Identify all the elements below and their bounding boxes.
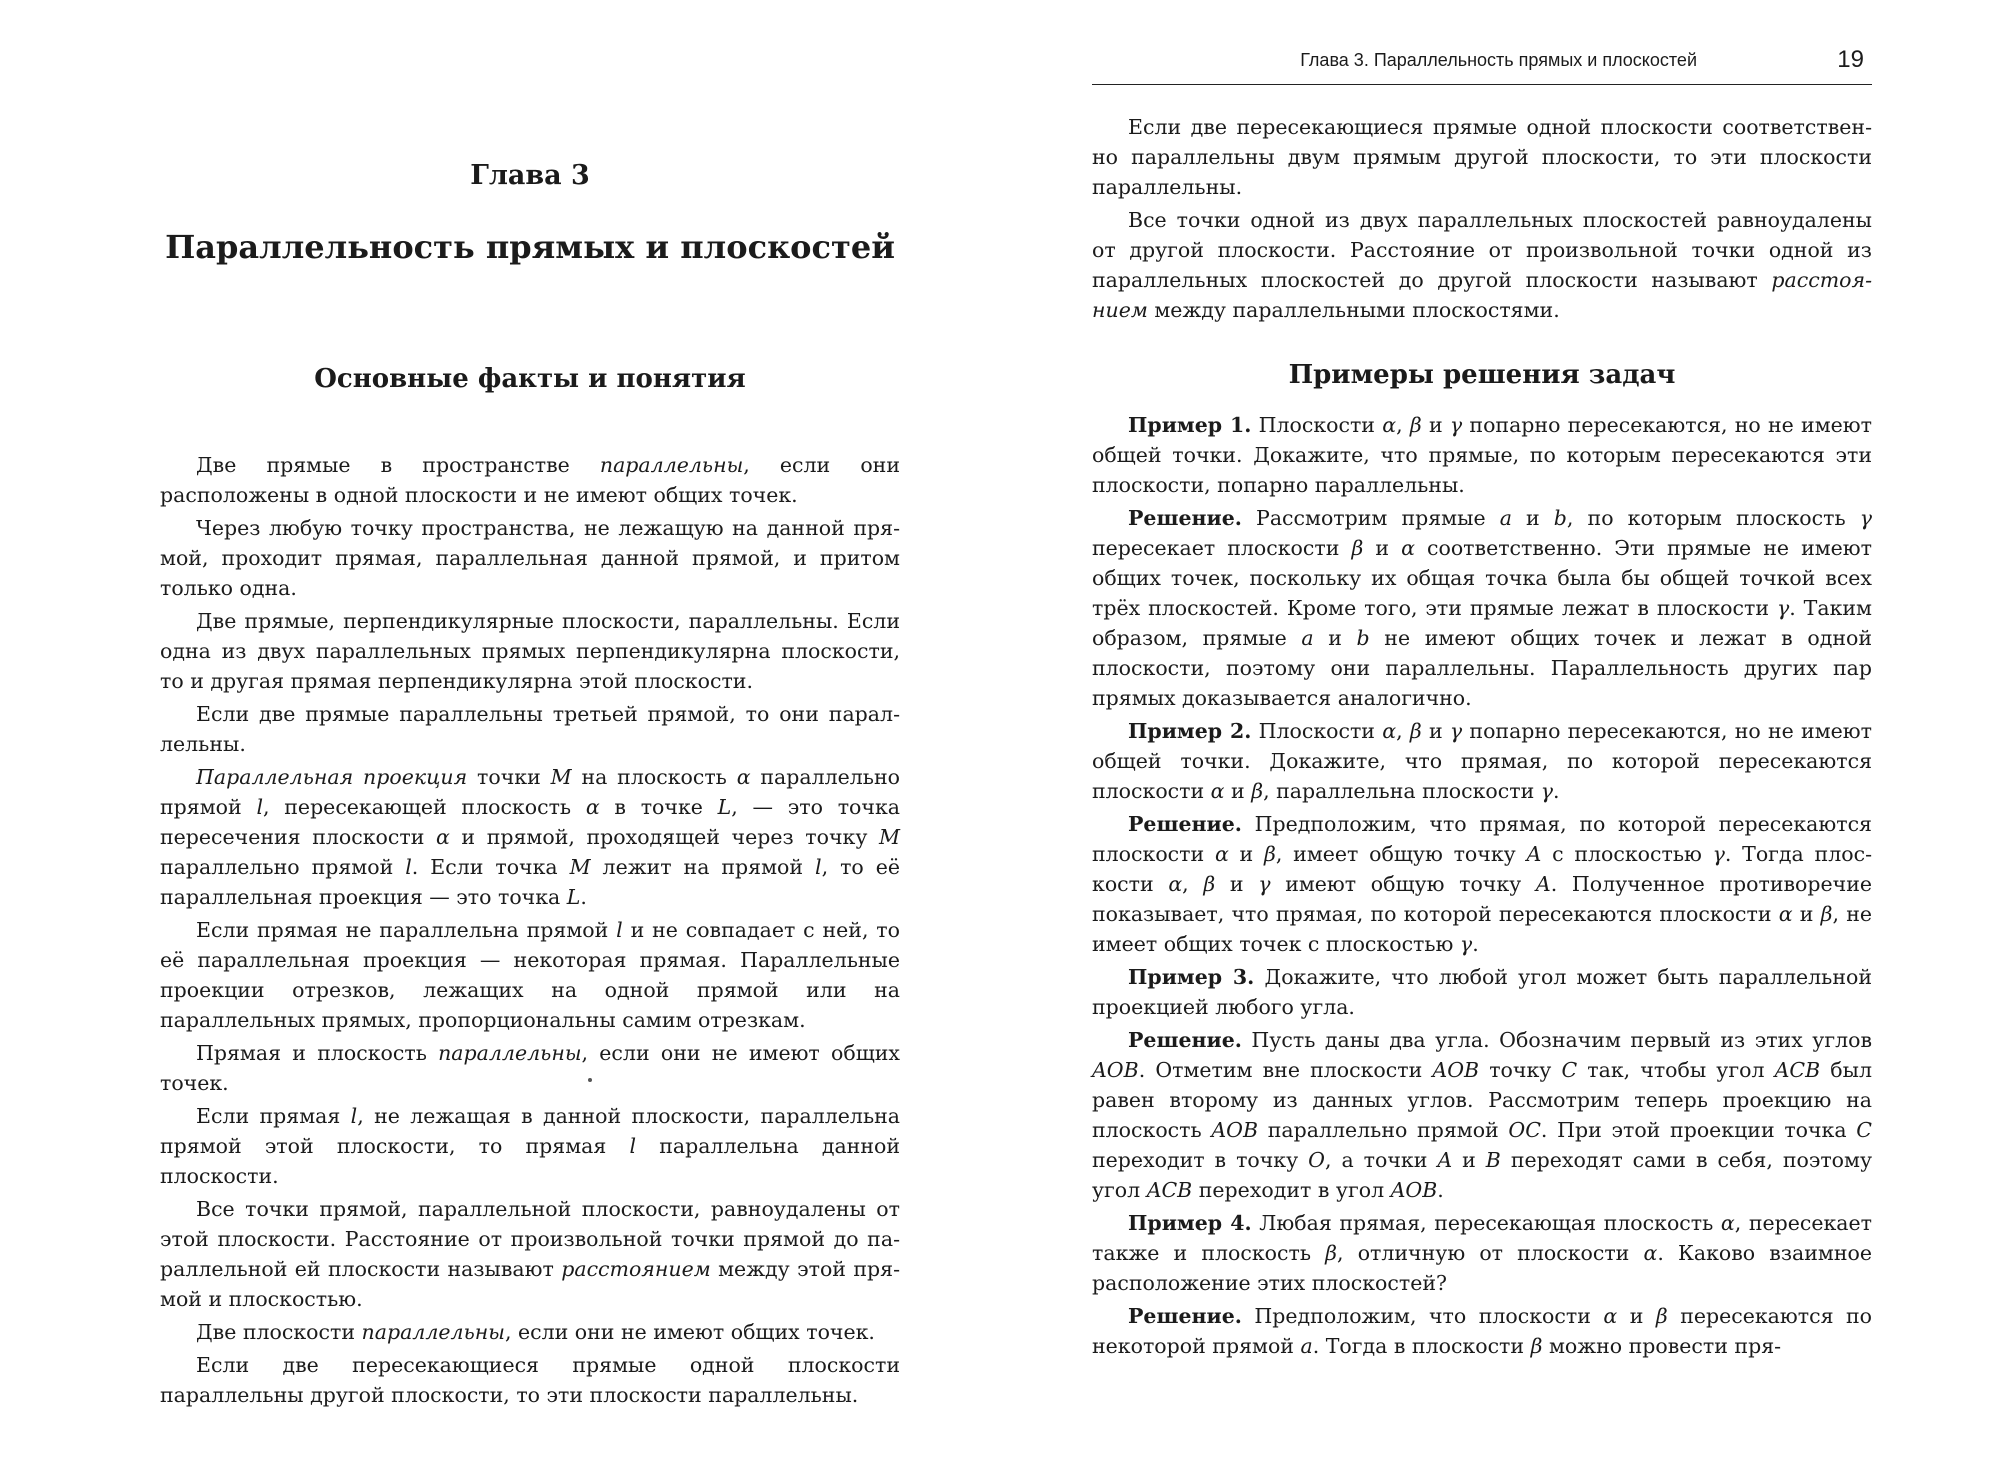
paragraph xyxy=(1092,410,1872,500)
paragraph xyxy=(1092,205,1872,325)
text-run: , не лежащая в данной плоскости, параллельна прямой этой плоскости, то прямая xyxy=(160,1104,901,1158)
italic-run: β xyxy=(1655,1304,1668,1328)
text-run: . При этой проекции точка xyxy=(1540,1118,1857,1142)
text-run: . Отметим вне плоскости xyxy=(1138,1058,1433,1082)
italic-run: γ xyxy=(1859,506,1872,530)
italic-run: γ xyxy=(1459,932,1473,956)
italic-run: l xyxy=(629,1134,637,1158)
text-run: и xyxy=(1313,626,1357,650)
italic-run: α xyxy=(435,825,450,849)
text-run: , пересекает также и плоскость xyxy=(1092,1211,1872,1265)
italic-run: γ xyxy=(1258,872,1271,896)
italic-run: γ xyxy=(1776,596,1790,620)
text-run: пересекаются по некоторой прямой xyxy=(1092,1304,1872,1358)
italic-run: C xyxy=(1561,1058,1578,1082)
text-run: , если они не имеют общих точек. xyxy=(504,1320,875,1344)
text-run: можно провести пря- xyxy=(1542,1334,1782,1358)
text-run: , то её параллельная проекция — это точка xyxy=(160,855,901,909)
text-run: Две плоскости xyxy=(196,1320,362,1344)
bold-run: Пример 2. xyxy=(1128,719,1252,743)
text-run: Докажите, что любой угол может быть параллельной проекцией любого угла. xyxy=(1092,965,1873,1019)
text-run: не имеют общих точек и лежат в одной плоскости, поэтому они параллельны. Параллельность других пар прямых доказывается аналогично. xyxy=(1092,626,1872,710)
text-run: и xyxy=(1421,413,1450,437)
paragraph xyxy=(160,513,900,603)
text-run: , по которым плоскость xyxy=(1566,506,1860,530)
bold-run: Решение. xyxy=(1128,506,1242,530)
italic-run: O xyxy=(1308,1148,1325,1172)
text-run: Прямая и плоскость xyxy=(196,1041,439,1065)
text-run: с плоскостью xyxy=(1541,842,1713,866)
italic-run: α xyxy=(1778,902,1793,926)
examples-text xyxy=(1092,410,1872,1364)
print-speck xyxy=(588,1078,592,1082)
text-run: Через любую точку пространства, не лежащую на данной прямой, проходит прямая, параллельная данной прямой, и притом только одна. xyxy=(160,516,900,600)
italic-run: β xyxy=(1251,779,1264,803)
text-run: в точке xyxy=(599,795,718,819)
italic-run: γ xyxy=(1540,779,1554,803)
text-run: . Каково взаимное расположение этих плоскостей? xyxy=(1092,1241,1872,1295)
italic-run: a xyxy=(1301,626,1314,650)
paragraph xyxy=(1092,1025,1872,1205)
italic-run: AOB xyxy=(1390,1178,1438,1202)
text-run: , xyxy=(1182,872,1204,896)
page-number: 19 xyxy=(1837,46,1864,73)
italic-run: α xyxy=(1214,842,1229,866)
text-run: точку xyxy=(1479,1058,1562,1082)
italic-run: Параллельная проекция xyxy=(196,765,468,789)
text-run: и xyxy=(1363,536,1402,560)
text-run: параллельно прямой xyxy=(1258,1118,1509,1142)
text-run: , если они не имеют общих точек. xyxy=(160,1041,900,1095)
text-run: Любая прямая, пересекающая плоскость xyxy=(1251,1211,1721,1235)
text-run: Рассмотрим прямые xyxy=(1241,506,1500,530)
paragraph xyxy=(160,1101,900,1191)
section-title-examples: Примеры решения задач xyxy=(1288,360,1676,390)
text-run: . Тогда в плоскости xyxy=(1312,1334,1531,1358)
chapter-label: Глава 3 xyxy=(470,160,590,191)
italic-run: β xyxy=(1264,842,1276,866)
paragraph xyxy=(1092,1208,1872,1298)
text-run: , — это точка пересечения плоскости xyxy=(160,795,900,849)
paragraph xyxy=(1092,112,1872,202)
text-run: Если две пересекающиеся прямые одной плоскости параллельны другой плоскости, то эти плоскости параллельны. xyxy=(160,1353,900,1407)
text-run: пересекает плоскости xyxy=(1092,536,1352,560)
italic-run: l xyxy=(256,795,263,819)
text-run: и xyxy=(1452,1148,1486,1172)
italic-run: α xyxy=(1603,1304,1618,1328)
italic-run: β xyxy=(1351,536,1364,560)
section-title-facts: Основные факты и понятия xyxy=(314,364,746,394)
italic-run: AOB xyxy=(1432,1058,1480,1082)
text-run: соответственно. Эти прямые не имеют общих точек, поскольку их общая точка была бы общей точкой всех трёх плоскостей. Кроме того, эти прямые лежат в плоскости xyxy=(1092,536,1872,620)
italic-run: l xyxy=(815,855,822,879)
italic-run: α xyxy=(1168,872,1183,896)
italic-run: a xyxy=(1300,1334,1313,1358)
italic-run: α xyxy=(1643,1241,1658,1265)
text-run: параллельно прямой xyxy=(160,765,900,819)
text-run: и xyxy=(1792,902,1821,926)
text-run: Предположим, что прямая, по которой пересекаются плоскости xyxy=(1092,812,1872,866)
italic-run: α xyxy=(1401,536,1415,560)
text-run: Две прямые, перпендикулярные плоскости, параллельны. Если одна из двух параллельных прямых перпендикулярна плоскости, то и другая прямая перпендикулярна этой плоскости. xyxy=(160,609,900,693)
text-run: между этой прямой и плоскостью. xyxy=(160,1257,900,1311)
text-run: переходит в угол xyxy=(1192,1178,1391,1202)
bold-run: Решение. xyxy=(1128,1028,1242,1052)
italic-run: α xyxy=(585,795,600,819)
text-run: . Полученное противоречие показывает, что прямая, по которой пересекаются плоскости xyxy=(1092,872,1872,926)
text-run: . xyxy=(1553,779,1560,803)
italic-run: β xyxy=(1325,1241,1338,1265)
text-run: Если прямая не параллельна прямой xyxy=(196,918,617,942)
italic-run: B xyxy=(1485,1148,1501,1172)
text-run: . xyxy=(1472,932,1479,956)
text-run: . Таким образом, прямые xyxy=(1092,596,1872,650)
italic-run: ACB xyxy=(1774,1058,1821,1082)
italic-run: β xyxy=(1530,1334,1543,1358)
paragraph xyxy=(160,699,900,759)
italic-run: M xyxy=(550,765,572,789)
facts-text xyxy=(160,450,900,1413)
bold-run: Решение. xyxy=(1128,812,1242,836)
text-run: , если они расположены в одной плоскости и не имеют общих точек. xyxy=(160,453,900,507)
italic-run: γ xyxy=(1712,842,1725,866)
italic-run: a xyxy=(1499,506,1512,530)
italic-run: A xyxy=(1526,842,1542,866)
italic-run: расстоянием xyxy=(561,1257,711,1281)
text-run: Две прямые в пространстве xyxy=(196,453,600,477)
italic-run: L xyxy=(566,885,581,909)
italic-run: α xyxy=(736,765,751,789)
italic-run: γ xyxy=(1449,719,1463,743)
text-run: , имеет общую точку xyxy=(1275,842,1527,866)
text-run: попарно пересекаются, но не имеют общей точки. Докажите, что прямая, по которой пересекаются плоскости xyxy=(1092,719,1872,803)
text-run: , пересекающей плоскость xyxy=(263,795,586,819)
italic-run: AOB xyxy=(1092,1058,1139,1082)
paragraph xyxy=(160,450,900,510)
text-run: , не имеет общих точек с плоскостью xyxy=(1092,902,1872,956)
italic-run: параллельны xyxy=(438,1041,582,1065)
paragraph xyxy=(160,1194,900,1314)
italic-run: β xyxy=(1409,413,1422,437)
paragraph xyxy=(160,1038,900,1098)
text-run: , отличную от плоскости xyxy=(1337,1241,1644,1265)
paragraph xyxy=(1092,716,1872,806)
italic-run: α xyxy=(1382,719,1397,743)
italic-run: C xyxy=(1856,1118,1872,1142)
text-run: и xyxy=(1215,872,1259,896)
italic-run: γ xyxy=(1449,413,1463,437)
text-run: попарно пересекаются, но не имеют общей точки. Докажите, что прямые, по которым пересекаются эти плоскости, попарно параллельны. xyxy=(1092,413,1872,497)
italic-run: L xyxy=(717,795,732,819)
italic-run: b xyxy=(1553,506,1567,530)
text-run: Плоскости xyxy=(1251,719,1383,743)
text-run: так, чтобы угол xyxy=(1577,1058,1775,1082)
text-run: параллельно прямой xyxy=(160,855,406,879)
text-run: переходит в точку xyxy=(1092,1148,1309,1172)
text-run: Пусть даны два угла. Обозначим первый из этих углов xyxy=(1241,1028,1872,1052)
text-run: и xyxy=(1421,719,1450,743)
italic-run: α xyxy=(1210,779,1225,803)
italic-run: M xyxy=(879,825,900,849)
italic-run: параллельны xyxy=(599,453,744,477)
text-run: , xyxy=(1396,413,1410,437)
paragraph xyxy=(1092,1301,1872,1361)
text-run: . xyxy=(1437,1178,1444,1202)
italic-run: β xyxy=(1203,872,1216,896)
text-run: точки xyxy=(467,765,551,789)
text-run: Если две прямые параллельны третьей прямой, то они параллельны. xyxy=(160,702,900,756)
text-run: Предположим, что плоскости xyxy=(1241,1304,1604,1328)
italic-run: A xyxy=(1535,872,1551,896)
text-run: . Тогда плоскости xyxy=(1092,842,1872,896)
paragraph xyxy=(160,1317,900,1347)
paragraph xyxy=(160,762,900,912)
text-run: и xyxy=(1228,842,1265,866)
text-run: Плоскости xyxy=(1251,413,1383,437)
text-run: , xyxy=(1396,719,1410,743)
paragraph xyxy=(160,606,900,696)
italic-run: l xyxy=(350,1104,358,1128)
running-title: Глава 3. Параллельность прямых и плоскостей xyxy=(1300,50,1697,70)
chapter-title: Параллельность прямых и плоскостей xyxy=(165,228,895,266)
italic-run: β xyxy=(1409,719,1422,743)
italic-run: AOB xyxy=(1211,1118,1259,1142)
italic-run: α xyxy=(1720,1211,1735,1235)
text-run: параллельна данной плоскости. xyxy=(160,1134,901,1188)
text-run: имеют общую точку xyxy=(1270,872,1536,896)
text-run: и не совпадает с ней, то её параллельная проекция — некоторая прямая. Параллельные проекции отрезков, лежащих на одной прямой или на параллельных прямых, пропорциональны самим отрезкам. xyxy=(160,918,900,1032)
bold-run: Пример 1. xyxy=(1128,413,1252,437)
text-run: . xyxy=(580,885,587,909)
italic-run: b xyxy=(1356,626,1370,650)
italic-run: параллельны xyxy=(361,1320,505,1344)
text-run: переходят сами в себя, поэтому угол xyxy=(1092,1148,1873,1202)
italic-run: ACB xyxy=(1146,1178,1193,1202)
text-run: Все точки одной из двух параллельных плоскостей равноудалены от другой плоскости. Расстояние от произвольной точки одной из параллельных плоскостей до другой плоскости называют xyxy=(1092,208,1872,292)
text-run: на плоскость xyxy=(571,765,737,789)
italic-run: A xyxy=(1437,1148,1453,1172)
bold-run: Пример 4. xyxy=(1128,1211,1252,1235)
paragraph xyxy=(160,1350,900,1410)
bold-run: Решение. xyxy=(1128,1304,1242,1328)
text-run: лежит на прямой xyxy=(590,855,816,879)
paragraph xyxy=(1092,809,1872,959)
italic-run: α xyxy=(1382,413,1397,437)
italic-run: l xyxy=(405,855,412,879)
paragraph xyxy=(160,915,900,1035)
text-run: и xyxy=(1617,1304,1656,1328)
italic-run: β xyxy=(1820,902,1833,926)
text-run: и xyxy=(1224,779,1252,803)
text-run: , параллельна плоскости xyxy=(1263,779,1541,803)
bold-run: Пример 3. xyxy=(1128,965,1255,989)
paragraph xyxy=(1092,503,1872,713)
running-head xyxy=(1092,44,1872,85)
text-run: между параллельными плоскостями. xyxy=(1147,298,1560,322)
text-run: Все точки прямой, параллельной плоскости, равноудалены от этой плоскости. Расстояние от произвольной точки прямой до параллельной ей плоскости называют xyxy=(160,1197,900,1281)
text-run: Если две пересекающиеся прямые одной плоскости соответственно параллельны двум прямым другой плоскости, то эти плоскости параллельны. xyxy=(1092,115,1872,199)
text-run: . Если точка xyxy=(411,855,570,879)
text-run: был равен второму из данных углов. Рассмотрим теперь проекцию на плоскость xyxy=(1092,1058,1872,1142)
intro-text xyxy=(1092,112,1872,328)
text-run: и xyxy=(1511,506,1554,530)
italic-run: l xyxy=(616,918,623,942)
italic-run: M xyxy=(569,855,591,879)
paragraph xyxy=(1092,962,1872,1022)
text-run: , а точки xyxy=(1324,1148,1438,1172)
text-run: Если прямая xyxy=(196,1104,351,1128)
italic-run: расстоянием xyxy=(1092,268,1872,322)
text-run: и прямой, проходящей через точку xyxy=(449,825,879,849)
italic-run: OC xyxy=(1508,1118,1541,1142)
